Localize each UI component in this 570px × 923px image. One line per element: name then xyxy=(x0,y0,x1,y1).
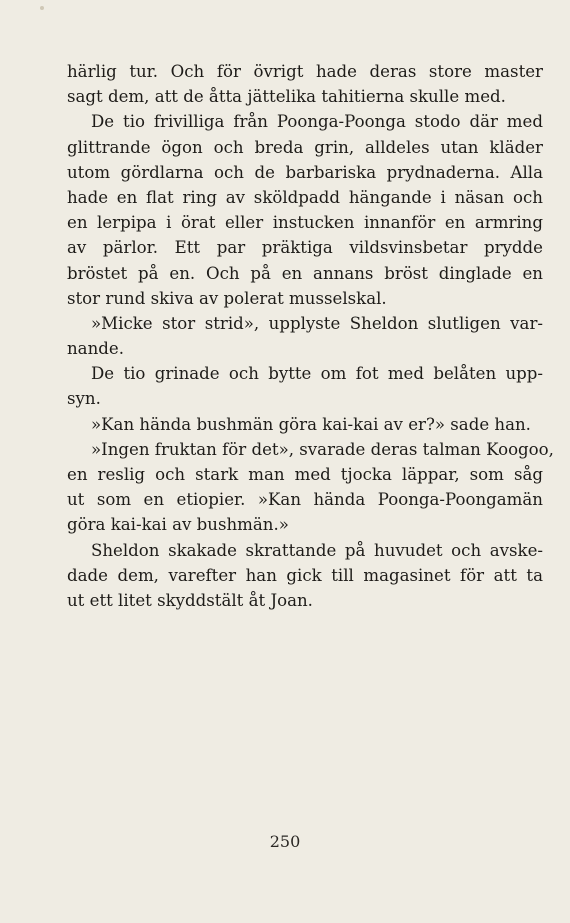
text-line: ut som en etiopier. »Kan hända Poonga-Poongamän xyxy=(67,490,543,510)
text-line: Sheldon skakade skrattande på huvudet och avske- xyxy=(91,540,543,560)
text-line: bröstet på en. Och på en annans bröst dinglade en xyxy=(67,263,543,283)
text-line: »Micke stor strid», upplyste Sheldon slutligen var- xyxy=(91,313,543,333)
text-line: dade dem, varefter han gick till magasinet för att ta xyxy=(67,565,543,585)
text-line: av pärlor. Ett par präktiga vildsvinsbetar prydde xyxy=(67,238,543,258)
text-line: utom gördlarna och de barbariska prydnaderna. Alla xyxy=(67,162,543,182)
text-line: härlig tur. Och för övrigt hade deras store master xyxy=(67,62,543,81)
page-number: 250 xyxy=(269,832,301,851)
text-line: göra kai-kai av bushmän.» xyxy=(67,515,289,535)
body-text xyxy=(67,59,554,613)
text-line: stor rund skiva av polerat musselskal. xyxy=(67,288,387,308)
text-line: »Ingen fruktan för det», svarade deras talman Koogoo, xyxy=(91,439,554,459)
text-line: glittrande ögon och breda grin, alldeles utan kläder xyxy=(67,137,543,157)
text-line: De tio grinade och bytte om fot med belåten upp- xyxy=(91,364,543,384)
text-line: hade en flat ring av sköldpadd hängande i näsan och xyxy=(67,187,543,207)
text-line: sagt dem, att de åtta jättelika tahitierna skulle med. xyxy=(67,87,506,107)
text-line: nande. xyxy=(67,339,124,359)
text-line: syn. xyxy=(67,389,101,409)
text-line: en reslig och stark man med tjocka läppar, som såg xyxy=(67,465,543,484)
text-line: ut ett litet skyddstält åt Joan. xyxy=(67,590,313,610)
text-line: De tio frivilliga från Poonga-Poonga stodo där med xyxy=(91,112,543,132)
text-line: »Kan hända bushmän göra kai-kai av er?» sade han. xyxy=(91,414,531,434)
paper-speck xyxy=(40,6,44,10)
text-line: en lerpipa i örat eller instucken innanför en armring xyxy=(67,213,543,233)
